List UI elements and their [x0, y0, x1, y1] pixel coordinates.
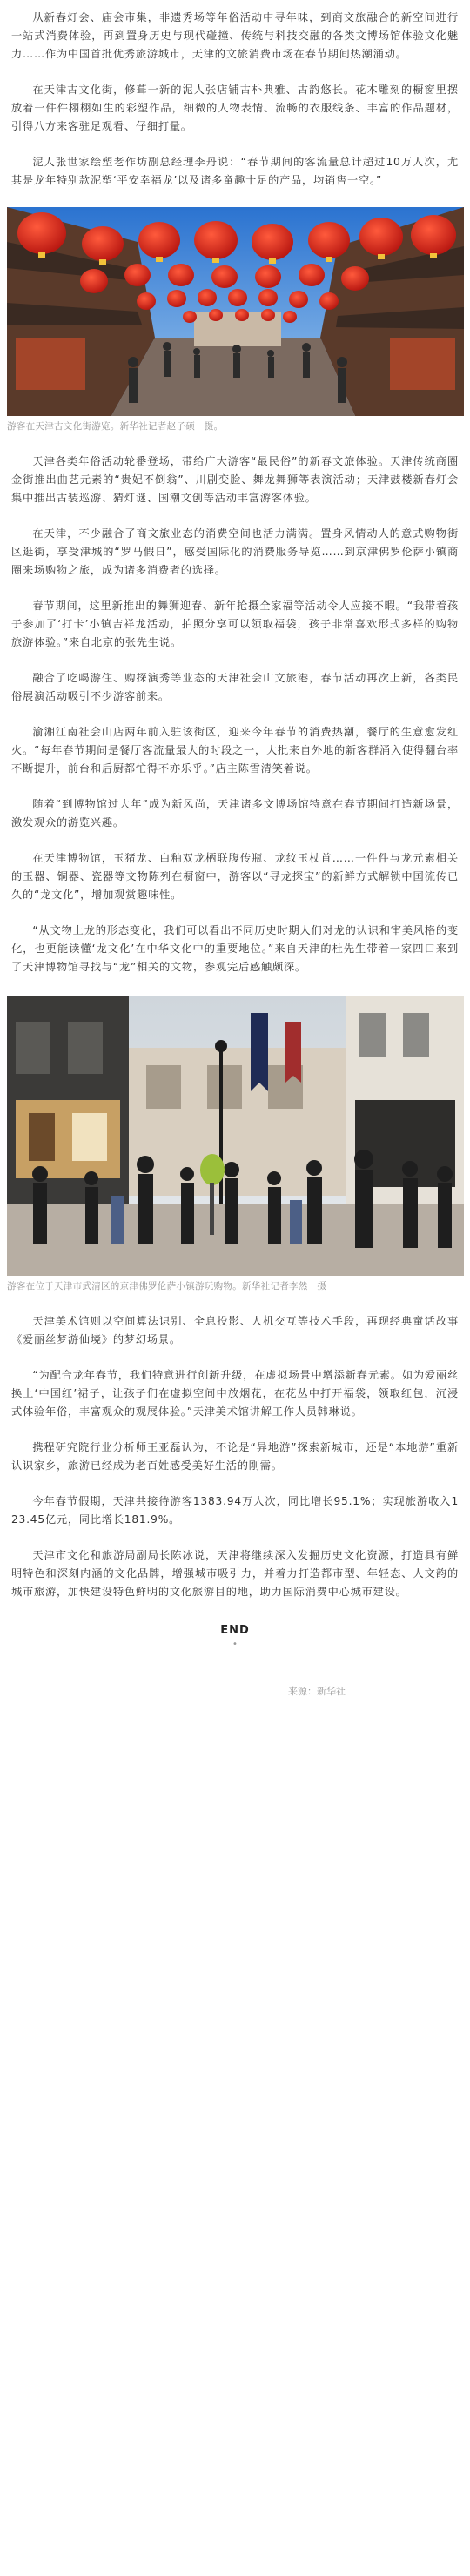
- paragraph-art-museum-quote: “为配合龙年春节，我们特意进行创新升级，在虚拟场景中增添新春元素。如为爱丽丝换上‘中国红’裙子，让孩子们在虚拟空间中放烟花，在花丛中打开福袋，领取红包，沉浸式体验年俗，丰富观众的观展体验。”天津美术馆讲解工作人员韩琳说。: [11, 1369, 459, 1418]
- paragraph-future-plan: 天津市文化和旅游局副局长陈冰说，天津将继续深入发掘历史文化资源，打造具有鲜明特色和深刻内涵的文化品牌，增强城市吸引力，并着力打造都市型、年轻态、人文韵的城市旅游，加快建设特色鲜明的文化旅游目的地，助力国际消费中心城市建设。: [11, 1549, 459, 1598]
- paragraph-museum-trend: 随着“到博物馆过大年”成为新风尚，天津诸多文博场馆特意在春节期间打造新场景，激发观众的游览兴趣。: [11, 798, 459, 828]
- paragraph-clay-figure-shop: 在天津古文化街，修葺一新的泥人张店铺古朴典雅、古韵悠长。花木雕刻的橱窗里摆放着一件件栩栩如生的彩塑作品，细微的人物表情、流畅的衣服线条、丰富的作品题材，引得八方来客驻足观看、仔细打量。: [11, 84, 459, 132]
- paragraph-folk-activities: 天津各类年俗活动轮番登场，带给广大游客“最民俗”的新春文旅体验。天津传统商圈金街推出曲艺元素的“贵妃不倒翁”、川剧变脸、舞龙舞狮等表演活动；天津鼓楼新春灯会集中推出古装巡游、猜灯谜、国潮文创等活动丰富游客体验。: [11, 455, 459, 504]
- paragraph-spring-festival-events: 春节期间，这里新推出的舞狮迎春、新年抢摄全家福等活动令人应接不暇。“我带着孩子参加了‘打卡’小镇吉祥龙活动，拍照分享可以领取福袋，孩子非常喜欢形式多样的购物旅游体验。”来自北京的张先生说。: [11, 600, 459, 648]
- photo-florentia-village: [7, 996, 464, 1276]
- photo-ancient-culture-street: [7, 207, 464, 416]
- end-marker: [11, 1624, 459, 1649]
- paragraph-culture-port: 融合了吃喝游住、购探演秀等业态的天津社会山文旅港，春节活动再次上新，各类民俗展演活动吸引不少游客前来。: [11, 672, 459, 702]
- photo-caption: 游客在天津古文化街游览。新华社记者赵子硕 摄。: [7, 421, 224, 432]
- paragraph-manager-quote: 泥人张世家绘塑老作坊副总经理李丹说：“春节期间的客流量总计超过10万人次，尤其是龙年特别款泥塑‘平安幸福龙’以及诸多童趣十足的产品，均销售一空。”: [11, 156, 459, 186]
- paragraph-visitor-quote: “从文物上龙的形态变化，我们可以看出不同历史时期人们对龙的认识和审美风格的变化，也更能读懂‘龙文化’在中华文化中的重要地位。”来自天津的杜先生带着一家四口来到了天津博物馆寻找与“龙”相关的文物，参观完后感触颇深。: [11, 924, 459, 973]
- outlet-street-illustration: [7, 996, 464, 1276]
- end-label: END: [220, 1624, 250, 1637]
- source-credit: 来源：新华社: [288, 1686, 346, 1697]
- paragraph-consumer-spaces: 在天津，不少融合了商文旅业态的消费空间也活力满满。置身风情动人的意式购物街区逛街，享受津城的“罗马假日”，感受国际化的消费服务导览……到京津佛罗伦萨小镇商圈来场购物之旅，成为诸多消费者的选择。: [11, 527, 459, 576]
- paragraph-statistics: 今年春节假期，天津共接待游客1383.94万人次，同比增长95.1%；实现旅游收入123.45亿元，同比增长181.9%。: [11, 1495, 459, 1526]
- paragraph-analyst-view: 携程研究院行业分析师王亚磊认为，不论是“异地游”探索新城市，还是“本地游”重新认识家乡，旅游已经成为老百姓感受美好生活的刚需。: [11, 1441, 459, 1472]
- paragraph-restaurant: 渝湘江南社会山店两年前入驻该街区，迎来今年春节的消费热潮，餐厅的生意愈发红火。“每年春节期间是餐厅客流量最大的时段之一，大批来自外地的新客群涌入使得翻台率不断提升，前台和后厨都忙得不亦乐乎。”店主陈雪清笑着说。: [11, 726, 459, 775]
- lantern-street-illustration: [7, 207, 464, 416]
- photo-caption: 游客在位于天津市武清区的京津佛罗伦萨小镇游玩购物。新华社记者李然 摄: [7, 1281, 327, 1291]
- paragraph-tianjin-museum: 在天津博物馆，玉猪龙、白釉双龙柄联腹传瓶、龙纹玉杖首……一件件与龙元素相关的玉器、铜器、瓷器等文物陈列在橱窗中，游客以“寻龙探宝”的新鲜方式解锁中国流传已久的“龙文化”，增加观赏趣味性。: [11, 852, 459, 901]
- end-dot: •: [232, 1640, 238, 1649]
- paragraph-intro: 从新春灯会、庙会市集，非遗秀场等年俗活动中寻年味，到商文旅融合的新空间进行一站式消费体验，再到置身历史与现代碰撞、传统与科技交融的各类文博场馆体验文化魅力……作为中国首批优秀旅游城市，天津的文旅消费市场在春节期间热潮涌动。: [11, 11, 459, 60]
- paragraph-art-museum: 天津美术馆则以空间算法识别、全息投影、人机交互等技术手段，再现经典童话故事《爱丽丝梦游仙境》的梦幻场景。: [11, 1315, 459, 1345]
